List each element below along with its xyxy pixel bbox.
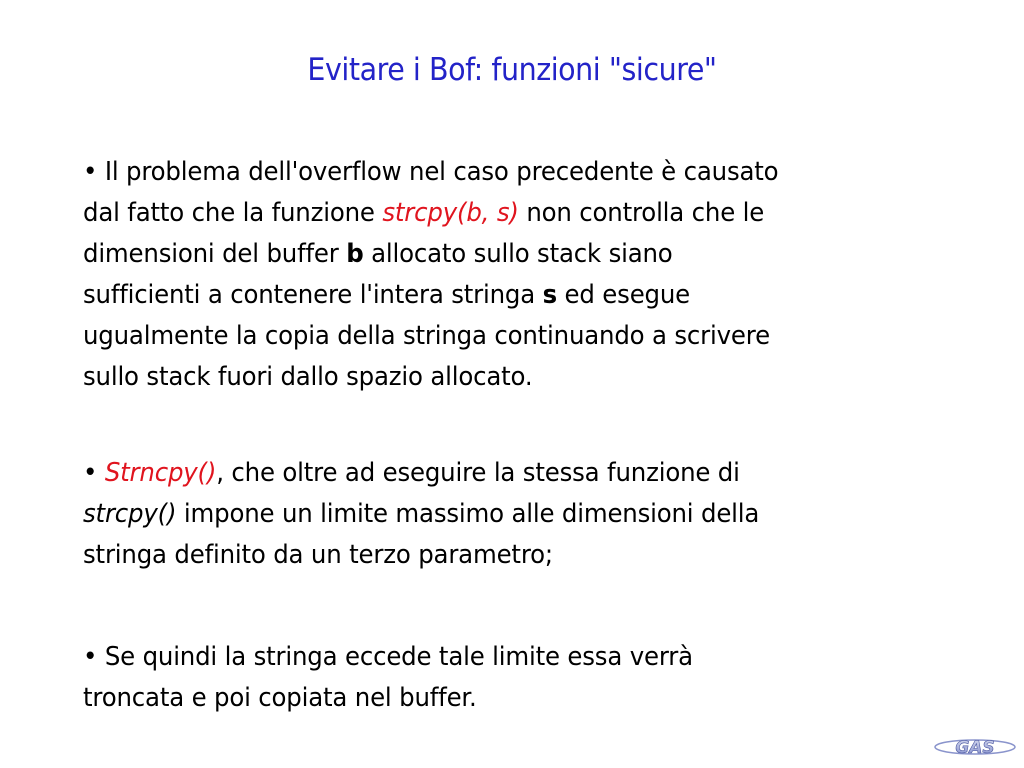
bold-b: b [346, 239, 364, 269]
text-run: dimensioni del buffer [83, 239, 347, 269]
bullet-marker: • [83, 157, 98, 187]
logo-text: GAS [955, 738, 995, 758]
text-run: non controlla che le [518, 198, 765, 228]
text-line [83, 193, 967, 234]
text-run: impone un limite massimo alle dimensioni della [176, 499, 760, 529]
bullet-paragraph-1 [83, 152, 963, 398]
text-line [83, 316, 967, 357]
code-strcpy-bs: strcpy(b, s) [382, 198, 519, 228]
text-line [83, 678, 967, 719]
text-run: Il problema dell'overflow nel caso precedente è causato [97, 157, 779, 187]
text-line [83, 357, 967, 398]
text-run: Se quindi la stringa eccede tale limite essa verrà [97, 642, 693, 672]
text-line [83, 152, 967, 193]
bullet-marker: • [83, 642, 98, 672]
text-run: dal fatto che la funzione [83, 198, 383, 228]
text-run: ugualmente la copia della stringa continuando a scrivere [83, 321, 770, 351]
bullet-marker: • [83, 458, 98, 488]
gas-logo [934, 736, 1016, 758]
text-run: stringa definito da un terzo parametro; [83, 540, 553, 570]
text-line [83, 453, 967, 494]
bullet-paragraph-2 [83, 453, 963, 576]
text-run: ed esegue [556, 280, 691, 310]
bold-s: s [542, 280, 557, 310]
text-line [83, 275, 967, 316]
bullet-paragraph-3 [83, 637, 963, 719]
text-run: , che oltre ad eseguire la stessa funzione di [216, 458, 740, 488]
text-run: sufficienti a contenere l'intera stringa [83, 280, 543, 310]
text-line [83, 234, 967, 275]
text-line [83, 494, 967, 535]
code-strncpy: Strncpy() [104, 458, 217, 488]
text-line [83, 637, 967, 678]
text-run: troncata e poi copiata nel buffer. [83, 683, 477, 713]
text-run: sullo stack fuori dallo spazio allocato. [83, 362, 533, 392]
text-line [83, 535, 967, 576]
code-strcpy: strcpy() [83, 499, 177, 529]
text-run: allocato sullo stack siano [363, 239, 673, 269]
slide-title: Evitare i Bof: funzioni "sicure" [307, 52, 717, 88]
